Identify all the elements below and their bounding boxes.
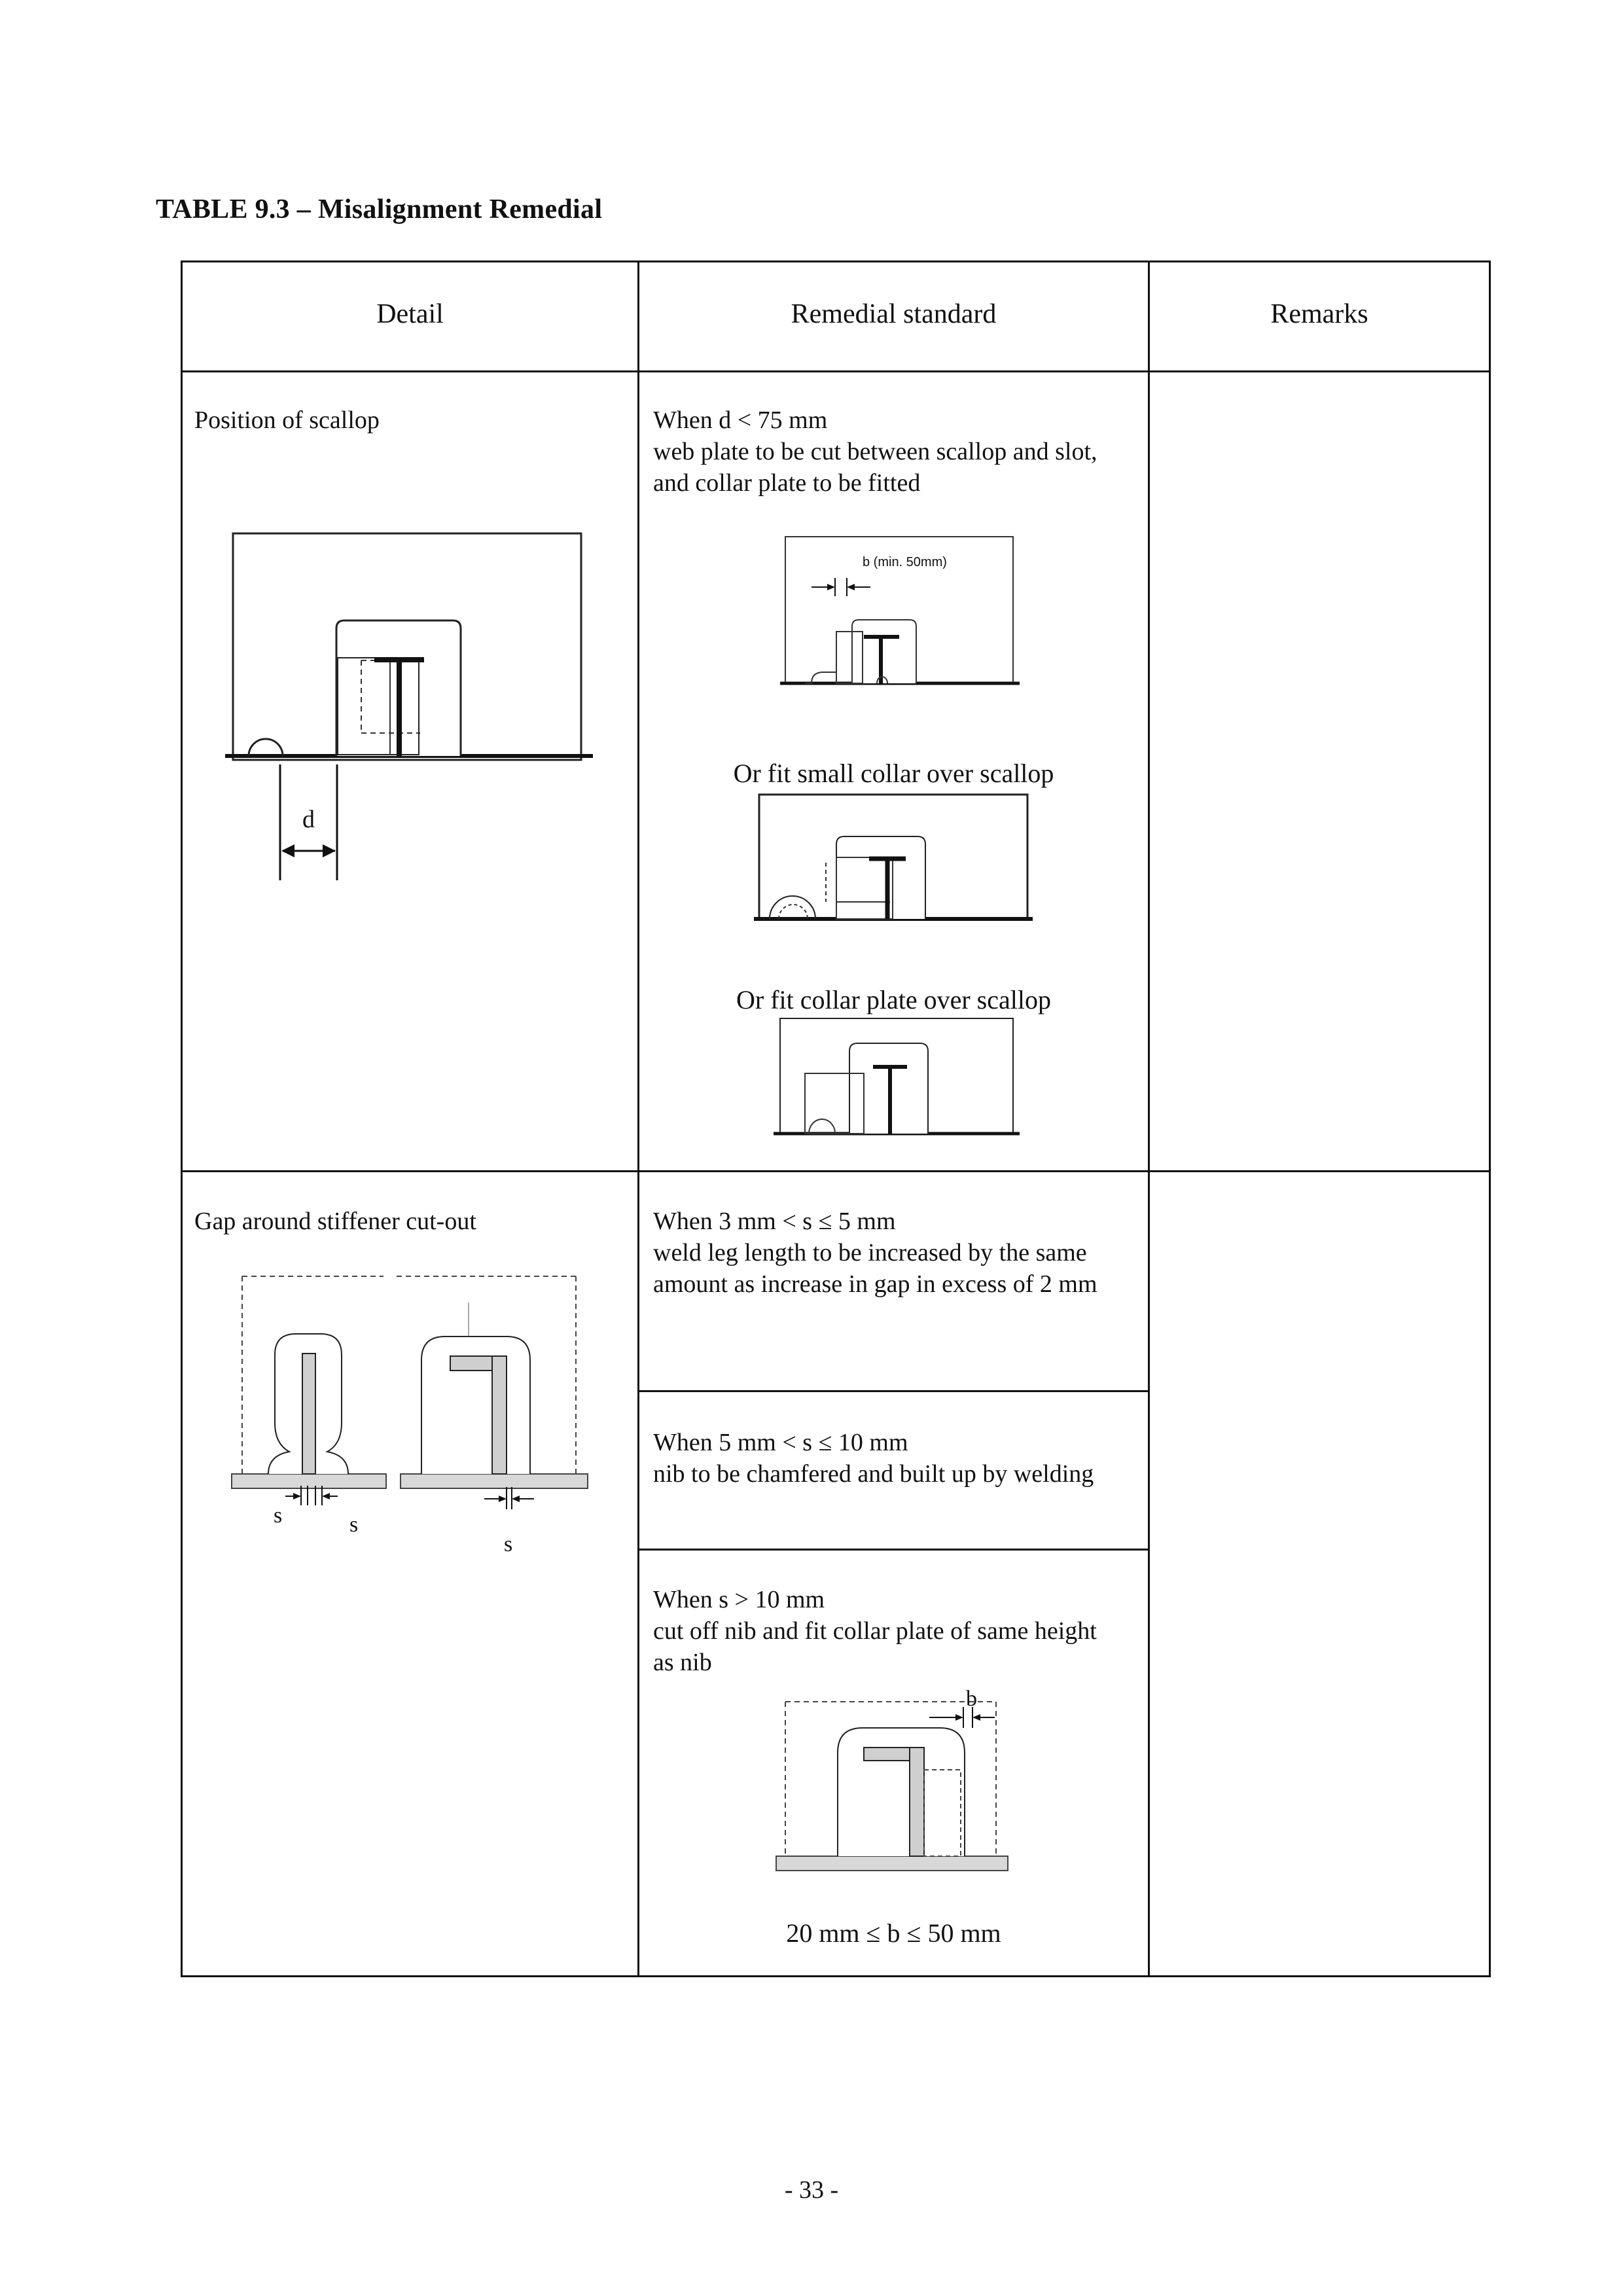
remedial-gap1-line1: When 3 mm < s ≤ 5 mm xyxy=(653,1208,896,1235)
scallop-position-diagram xyxy=(223,530,596,884)
remedial-scallop-line3: and collar plate to be fitted xyxy=(653,469,921,497)
dimension-label-b-min: b (min. 50mm) xyxy=(863,555,947,569)
remedial-scallop-line2: web plate to be cut between scallop and slot, xyxy=(653,438,1097,465)
page-number: - 33 - xyxy=(784,2176,839,2204)
remedial-gap2-line1: When 5 mm < s ≤ 10 mm xyxy=(653,1429,908,1456)
caption-collar-plate: Or fit collar plate over scallop xyxy=(736,985,1051,1014)
gap-label-s-middle: s xyxy=(349,1513,359,1537)
caption-small-collar: Or fit small collar over scallop xyxy=(733,759,1054,788)
detail-gap-around-stiffener: Gap around stiffener cut-out xyxy=(194,1208,476,1235)
header-remedial-standard: Remedial standard xyxy=(791,299,997,329)
header-detail: Detail xyxy=(376,299,444,329)
dimension-label-d: d xyxy=(302,806,315,833)
table-title: TABLE 9.3 – Misalignment Remedial xyxy=(156,194,603,224)
remedial-gap1-line3: amount as increase in gap in excess of 2 mm xyxy=(653,1270,1097,1298)
remedial-scallop-line1: When d < 75 mm xyxy=(653,406,828,434)
remedial-gap3-line1: When s > 10 mm xyxy=(653,1586,825,1613)
gap-label-s-left: s xyxy=(274,1503,283,1528)
header-remarks: Remarks xyxy=(1270,299,1368,329)
collar-plate-over-scallop-diagram xyxy=(772,1016,1021,1138)
detail-position-of-scallop: Position of scallop xyxy=(194,406,380,434)
gap-label-s-right: s xyxy=(504,1532,513,1556)
remedial-gap2-line2: nib to be chamfered and built up by welding xyxy=(653,1460,1094,1488)
collar-plate-nib-diagram xyxy=(772,1695,1021,1885)
dimension-label-b: b xyxy=(966,1687,977,1711)
remedial-gap3-line2: cut off nib and fit collar plate of same height xyxy=(653,1617,1097,1645)
caption-b-range: 20 mm ≤ b ≤ 50 mm xyxy=(786,1918,1001,1948)
remedial-gap1-line2: weld leg length to be increased by the same xyxy=(653,1239,1087,1266)
small-collar-diagram xyxy=(753,792,1034,923)
remedial-gap3-line3: as nib xyxy=(653,1649,712,1676)
